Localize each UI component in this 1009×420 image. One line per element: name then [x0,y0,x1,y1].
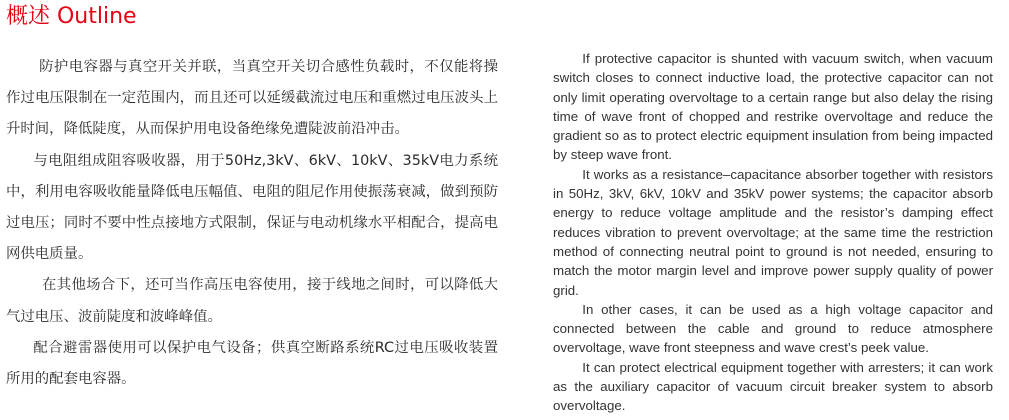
chinese-column [6,52,498,395]
chinese-paragraph: 在其他场合下，还可当作高压电容使用，接于线地之间时，可以降低大气过电压、波前陡度和波峰峰值。 [6,277,498,325]
chinese-paragraph: 防护电容器与真空开关并联，当真空开关切合感性负载时，不仅能将操作过电压限制在一定范围内，而且还可以延缓截流过电压和重燃过电压波头上升时间，降低陡度，从而保护用电设备绝缘免遭陡波前沿冲击。 [6,59,498,138]
english-paragraph: It can protect electrical equipment together with arresters; it can work as the auxiliary capacitor of vacuum circuit breaker system to absorb overvoltage. [553,359,993,414]
english-column [553,49,993,416]
page-title: 概述 Outline [6,4,137,29]
chinese-paragraph: 与电阻组成阻容吸收器，用于50Hz,3kV、6kV、10kV、35kV电力系统中，利用电容吸收能量降低电压幅值、电阻的阻尼作用使振荡衰减，做到预防过电压；同时不要中性点接地方式限制，保证与电动机缘水平相配合，提高电网供电质量。 [6,152,498,263]
english-paragraph: It works as a resistance–capacitance absorber together with resistors in 50Hz, 3kV, 6kV, 10kV and 35kV power systems; the capacitor absorb energy to reduce voltage amplitude and the resistor’s damping effect reduces vibration to prevent overvoltage; at the same time the restriction method of connecting neutral point to ground is not needed, ensuring to match the motor margin level and improve power supply quality of power grid. [553,166,993,298]
english-paragraph: If protective capacitor is shunted with vacuum switch, when vacuum switch closes to connect inductive load, the protective capacitor can not only limit operating overvoltage to a certain range but also delay the rising time of wave front of chopped and restrike overvoltage and reduce the gradient so as to protect electric equipment insulation from being impacted by steep wave front. [553,51,993,163]
chinese-paragraph: 配合避雷器使用可以保护电气设备；供真空断路系统RC过电压吸收装置所用的配套电容器。 [6,339,498,388]
english-paragraph: In other cases, it can be used as a high voltage capacitor and connected between the cable and ground to reduce atmosphere overvoltage, wave front steepness and wave crest’s peek value. [553,301,993,356]
